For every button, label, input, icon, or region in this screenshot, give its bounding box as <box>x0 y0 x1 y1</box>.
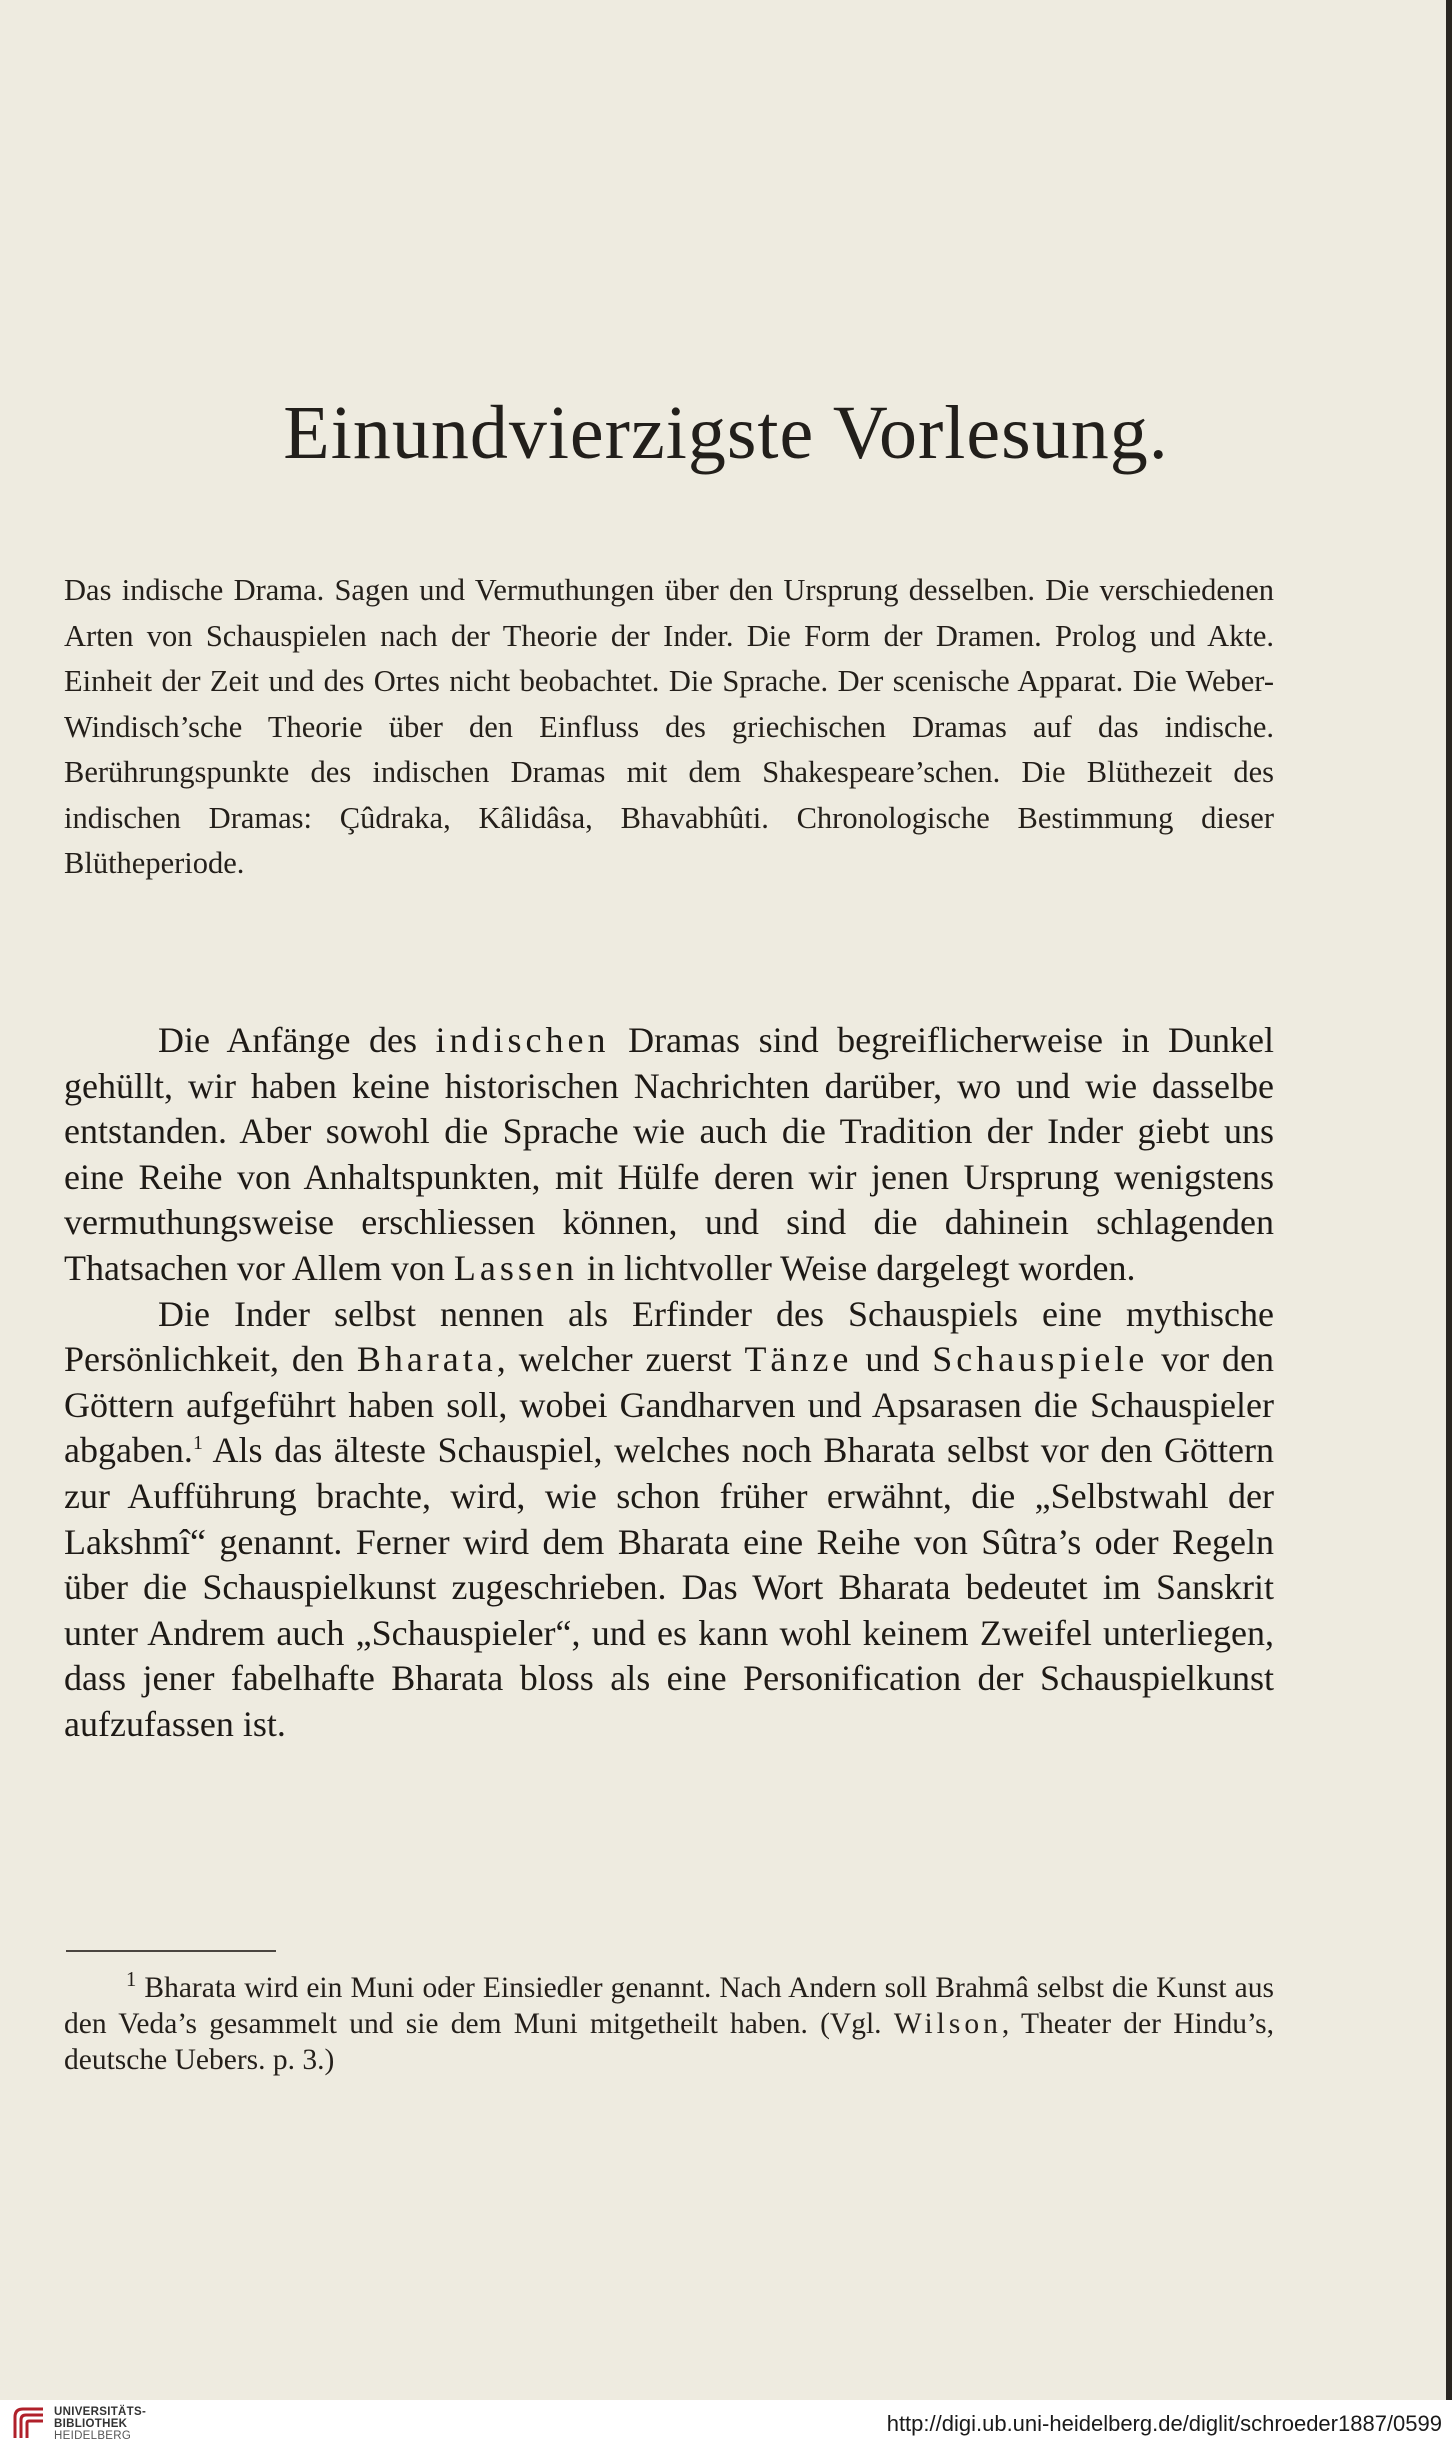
footnote-reference: 1 <box>192 1432 203 1455</box>
paragraph-2 <box>64 1292 1274 1748</box>
paragraph-2-text-d: vor den Göttern aufgeführt haben soll, wobei Gandharven und Apsarasen die Schauspieler abgaben. <box>64 1339 1275 1471</box>
spaced-term-lassen: Lassen <box>453 1247 578 1288</box>
spaced-term-wilson: Wilson <box>893 2008 1002 2040</box>
library-name-line-1: UNIVERSITÄTS- <box>54 2406 147 2418</box>
footnote-text-a: Bharata wird ein Muni oder Einsiedler genannt. Nach Andern soll Brahmâ selbst die Kunst aus den Veda’s gesammelt und sie dem Muni mitgetheilt haben. (Vgl. <box>64 1972 1275 2040</box>
footnote <box>64 1970 1274 2078</box>
page-edge-shadow <box>1446 0 1452 2400</box>
paragraph-1-text-c: in lichtvoller Weise dargelegt worden. <box>586 1247 1136 1288</box>
chapter-summary: Das indische Drama. Sagen und Vermuthungen über den Ursprung desselben. Die verschiedenen Arten von Schauspielen nach der Theorie der Inder. Die Form der Dramen. Prolog und Akte. Einheit der Zeit und des Ortes nicht beobachtet. Die Sprache. Der scenische Apparat. Die Weber-Windisch’sche Theorie über den Einfluss des griechischen Dramas auf das indische. Berührungspunkte des indischen Dramas mit dem Shakespeare’schen. Die Blüthezeit des indischen Dramas: Çûdraka, Kâlidâsa, Bhavabhûti. Chronologische Bestimmung dieser Blütheperiode. <box>64 573 1274 880</box>
library-name-line-3: HEIDELBERG <box>54 2430 132 2442</box>
paragraph-1-text-b: Dramas sind begreiflicherweise in Dunkel gehüllt, wir haben keine historischen Nachrichten darüber, wo und wie dasselbe entstanden. Aber sowohl die Sprache wie auch die Tradition der Inder giebt uns eine Reihe von Anhaltspunkten, mit Hülfe deren wir jenen Ursprung wenigstens vermuthungsweise erschliessen können, und sind die dahinein schlagenden Thatsachen vor Allem von <box>64 1020 1275 1288</box>
paragraph-2-text-b: , welcher zuerst <box>496 1339 732 1380</box>
paragraph-1 <box>64 1018 1274 1292</box>
paragraph-2-text-a: Die Inder selbst nennen als Erfinder des Schauspiels eine mythische Persönlichkeit, den <box>64 1293 1274 1380</box>
main-text <box>64 1018 1274 1748</box>
spaced-term-indischen: indischen <box>435 1020 610 1060</box>
library-name <box>54 2406 146 2442</box>
paragraph-2-text-e: Als das älteste Schauspiel, welches noch Bharata selbst vor den Göttern zur Aufführung brachte, wird, wie schon früher erwähnt, die „Selbstwahl der Lakshmî“ genannt. Ferner wird dem Bharata eine Reihe von Sûtra’s oder Regeln über die Schauspielkunst zugeschrieben. Das Wort Bharata bedeutet im Sanskrit unter Andrem auch „Schauspieler“, und es kann wohl keinem Zweifel unterliegen, dass jener fabelhafte Bharata bloss als eine Personification der Schauspielkunst aufzufassen ist. <box>64 1430 1275 1744</box>
source-url[interactable]: http://digi.ub.uni-heidelberg.de/diglit/schroeder1887/0599 <box>886 2411 1442 2436</box>
paragraph-1-text-a: Die Anfänge des <box>158 1020 417 1060</box>
paragraph-2-text-c: und <box>865 1339 920 1380</box>
spaced-term-bharata: Bharata <box>356 1339 497 1380</box>
chapter-title: Einundvierzigste Vorlesung. <box>283 391 1169 475</box>
spaced-term-taenze: Tänze <box>744 1339 853 1380</box>
footnote-marker: 1 <box>126 1969 137 1992</box>
footnote-divider <box>66 1950 276 1952</box>
footnote-text-b: , Theater der Hindu’s, deutsche Uebers. p. 3.) <box>64 2008 1274 2076</box>
ub-heidelberg-logo-icon <box>12 2405 46 2441</box>
library-name-line-2: BIBLIOTHEK <box>54 2418 128 2430</box>
spaced-term-schauspiele: Schauspiele <box>932 1339 1149 1380</box>
